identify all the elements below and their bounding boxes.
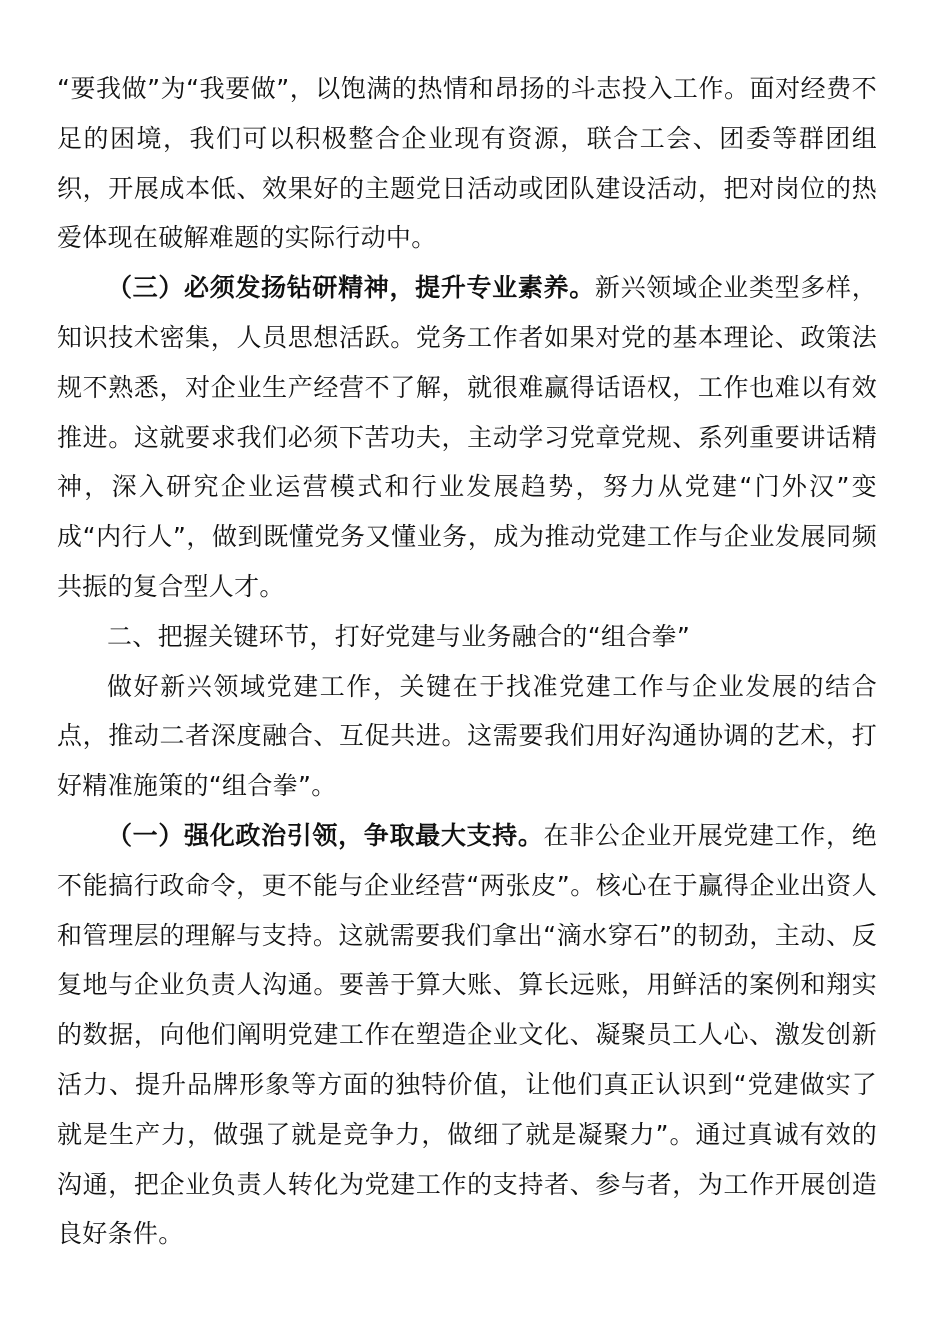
chapter-heading-text: 二、把握关键环节，打好党建与业务融合的“组合拳” xyxy=(107,621,691,651)
paragraph-continuation xyxy=(57,64,877,263)
paragraph-text: 在非公企业开展党建工作，绝不能搞行政命令，更不能与企业经营“两张皮”。核心在于赢得企业出资人和管理层的理解与支持。这就需要我们拿出“滴水穿石”的韧劲，主动、反复地与企业负责人沟通。要善于算大账、算长远账，用鲜活的案例和翔实的数据，向他们阐明党建工作在塑造企业文化、凝聚员工人心、激发创新活力、提升品牌形象等方面的独特价值，让他们真正认识到“党建做实了就是生产力，做强了就是竞争力，做细了就是凝聚力”。通过真诚有效的沟通，把企业负责人转化为党建工作的支持者、参与者，为工作开展创造良好条件。 xyxy=(57,820,877,1249)
paragraph-section-1 xyxy=(57,811,877,1259)
chapter-heading-2 xyxy=(57,612,877,662)
paragraph-intro xyxy=(57,662,877,811)
section-heading-3: （三）必须发扬钻研精神，提升专业素养。 xyxy=(107,273,595,303)
paragraph-text: 新兴领域企业类型多样，知识技术密集，人员思想活跃。党务工作者如果对党的基本理论、政策法规不熟悉，对企业生产经营不了解，就很难赢得话语权，工作也难以有效推进。这就要求我们必须下苦功夫，主动学习党章党规、系列重要讲话精神，深入研究企业运营模式和行业发展趋势，努力从党建“门外汉”变成“内行人”，做到既懂党务又懂业务，成为推动党建工作与企业发展同频共振的复合型人才。 xyxy=(57,273,877,601)
paragraph-text: 做好新兴领域党建工作，关键在于找准党建工作与企业发展的结合点，推动二者深度融合、互促共进。这需要我们用好沟通协调的艺术，打好精准施策的“组合拳”。 xyxy=(57,671,877,801)
paragraph-text: “要我做”为“我要做”，以饱满的热情和昂扬的斗志投入工作。面对经费不足的困境，我们可以积极整合企业现有资源，联合工会、团委等群团组织，开展成本低、效果好的主题党日活动或团队建设活动，把对岗位的热爱体现在破解难题的实际行动中。 xyxy=(57,74,877,253)
document-page xyxy=(57,64,877,1259)
paragraph-section-3 xyxy=(57,263,877,612)
section-heading-1: （一）强化政治引领，争取最大支持。 xyxy=(107,820,544,850)
